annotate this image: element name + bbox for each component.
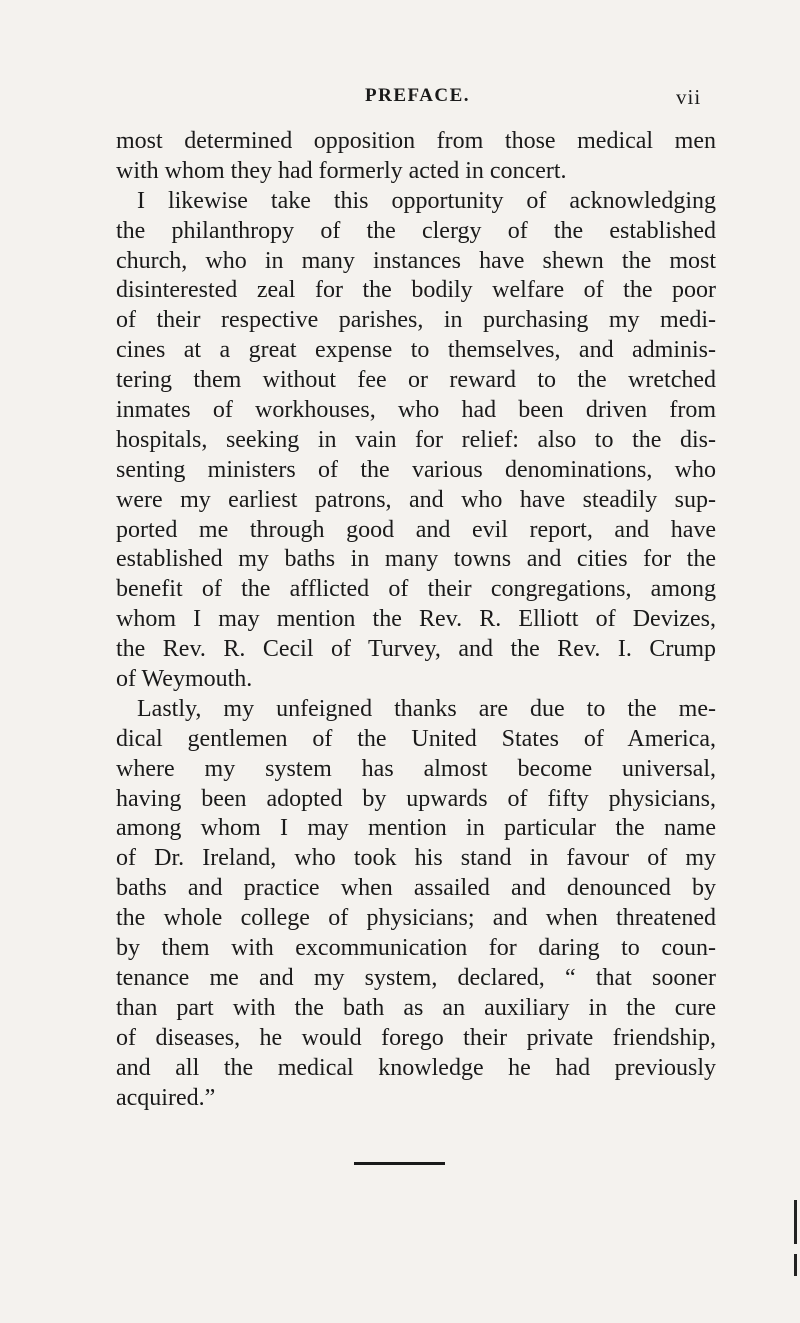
text-line: benefit of the afflicted of their congregations, among [116,576,716,603]
end-rule [354,1162,445,1165]
text-line: church, who in many instances have shewn the most [116,247,716,274]
text-line: tering them without fee or reward to the wretched [116,367,716,394]
page-number: vii [676,85,702,109]
text-line: hospitals, seeking in vain for relief: also to the dis- [116,426,716,453]
text-line: most determined opposition from those medical men [116,128,716,154]
text-line: inmates of workhouses, who had been driven from [116,397,716,424]
text-line: established my baths in many towns and cities for the [116,546,716,573]
text-line: the Rev. R. Cecil of Turvey, and the Rev. I. Crump [116,636,716,663]
text-line: baths and practice when assailed and denounced by [116,875,716,902]
text-line: Lastly, my unfeigned thanks are due to the me- [137,695,716,722]
text-line: of their respective parishes, in purchasing my medi- [116,307,716,334]
text-line: of Weymouth. [116,666,253,693]
text-line: dical gentlemen of the United States of America, [116,725,716,752]
text-line: of diseases, he would forego their private friendship, [116,1024,716,1051]
body-text [116,127,716,1113]
page-edge-mark [794,1254,797,1276]
text-line: among whom I may mention in particular the name [116,815,716,842]
text-line: with whom they had formerly acted in concert. [116,157,567,184]
text-line: where my system has almost become universal, [116,755,716,782]
text-line: and all the medical knowledge he had previously [116,1054,716,1081]
text-line: whom I may mention the Rev. R. Elliott of Devizes, [116,606,716,633]
text-line: by them with excommunication for daring to coun- [116,935,716,962]
running-head: PREFACE. [365,85,471,106]
text-line: were my earliest patrons, and who have steadily sup- [116,486,716,513]
page-edge-mark [794,1200,797,1244]
text-line: having been adopted by upwards of fifty physicians, [116,785,716,812]
text-line: acquired.” [116,1084,216,1111]
text-line: ported me through good and evil report, and have [116,516,716,543]
text-line: senting ministers of the various denominations, who [116,456,716,483]
text-line: than part with the bath as an auxiliary in the cure [116,994,716,1021]
text-line: disinterested zeal for the bodily welfare of the poor [116,277,716,304]
text-line: tenance me and my system, declared, “ that sooner [116,964,716,991]
text-line: I likewise take this opportunity of acknowledging [137,187,716,214]
text-line: cines at a great expense to themselves, and adminis- [116,337,716,364]
text-line: of Dr. Ireland, who took his stand in favour of my [116,845,716,872]
text-line: the philanthropy of the clergy of the established [116,217,716,244]
text-line: the whole college of physicians; and when threatened [116,905,716,932]
page-header [0,85,800,109]
